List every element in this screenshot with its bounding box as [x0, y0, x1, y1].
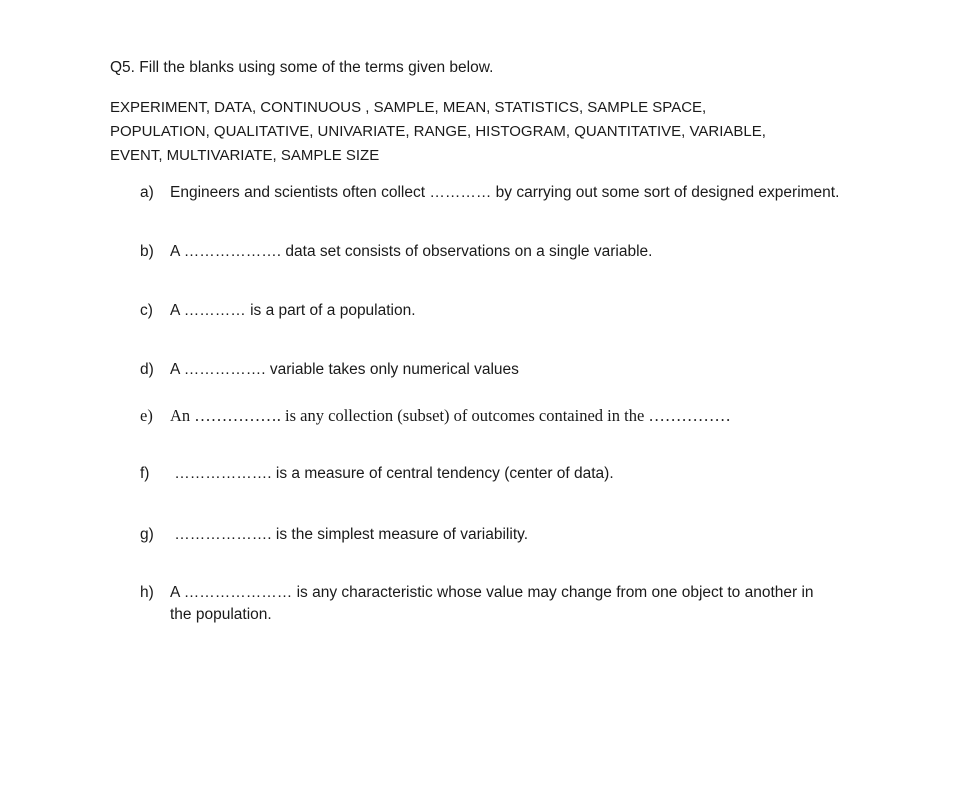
- question-title: Q5. Fill the blanks using some of the terms given below.: [110, 59, 494, 76]
- item-label: e): [140, 406, 153, 425]
- item-text: A ………………. data set consists of observations on a single variable.: [170, 243, 653, 260]
- item-text: A ………… is a part of a population.: [170, 302, 416, 319]
- item-text: An ……………. is any collection (subset) of outcomes contained in the ……………: [170, 406, 731, 425]
- item-b: [140, 241, 652, 263]
- item-label: h): [140, 584, 154, 601]
- item-a: [140, 182, 839, 204]
- item-h: [140, 582, 814, 626]
- item-c: [140, 300, 416, 322]
- item-e: [140, 405, 731, 427]
- item-label: d): [140, 361, 154, 378]
- item-d: [140, 359, 519, 381]
- item-label: g): [140, 526, 154, 543]
- item-label: b): [140, 243, 154, 260]
- item-f: [140, 463, 614, 485]
- terms-line-1: EXPERIMENT, DATA, CONTINUOUS , SAMPLE, MEAN, STATISTICS, SAMPLE SPACE,: [110, 99, 707, 116]
- terms-line-2: POPULATION, QUALITATIVE, UNIVARIATE, RANGE, HISTOGRAM, QUANTITATIVE, VARIABLE,: [110, 123, 766, 140]
- item-label: c): [140, 302, 153, 319]
- item-g: [140, 524, 528, 546]
- item-text: ………………. is a measure of central tendency (center of data).: [170, 465, 614, 482]
- terms-line-3: EVENT, MULTIVARIATE, SAMPLE SIZE: [110, 147, 380, 164]
- item-text: ………………. is the simplest measure of variability.: [170, 526, 529, 543]
- item-continuation: the population.: [170, 606, 272, 623]
- terms-list: [110, 96, 766, 168]
- item-text: A ……………. variable takes only numerical values: [170, 361, 519, 378]
- item-text: Engineers and scientists often collect ………… by carrying out some sort of designed experiment.: [170, 184, 840, 201]
- item-label: a): [140, 184, 154, 201]
- item-label: f): [140, 465, 150, 482]
- item-text: A ………………… is any characteristic whose value may change from one object to another in: [170, 584, 814, 601]
